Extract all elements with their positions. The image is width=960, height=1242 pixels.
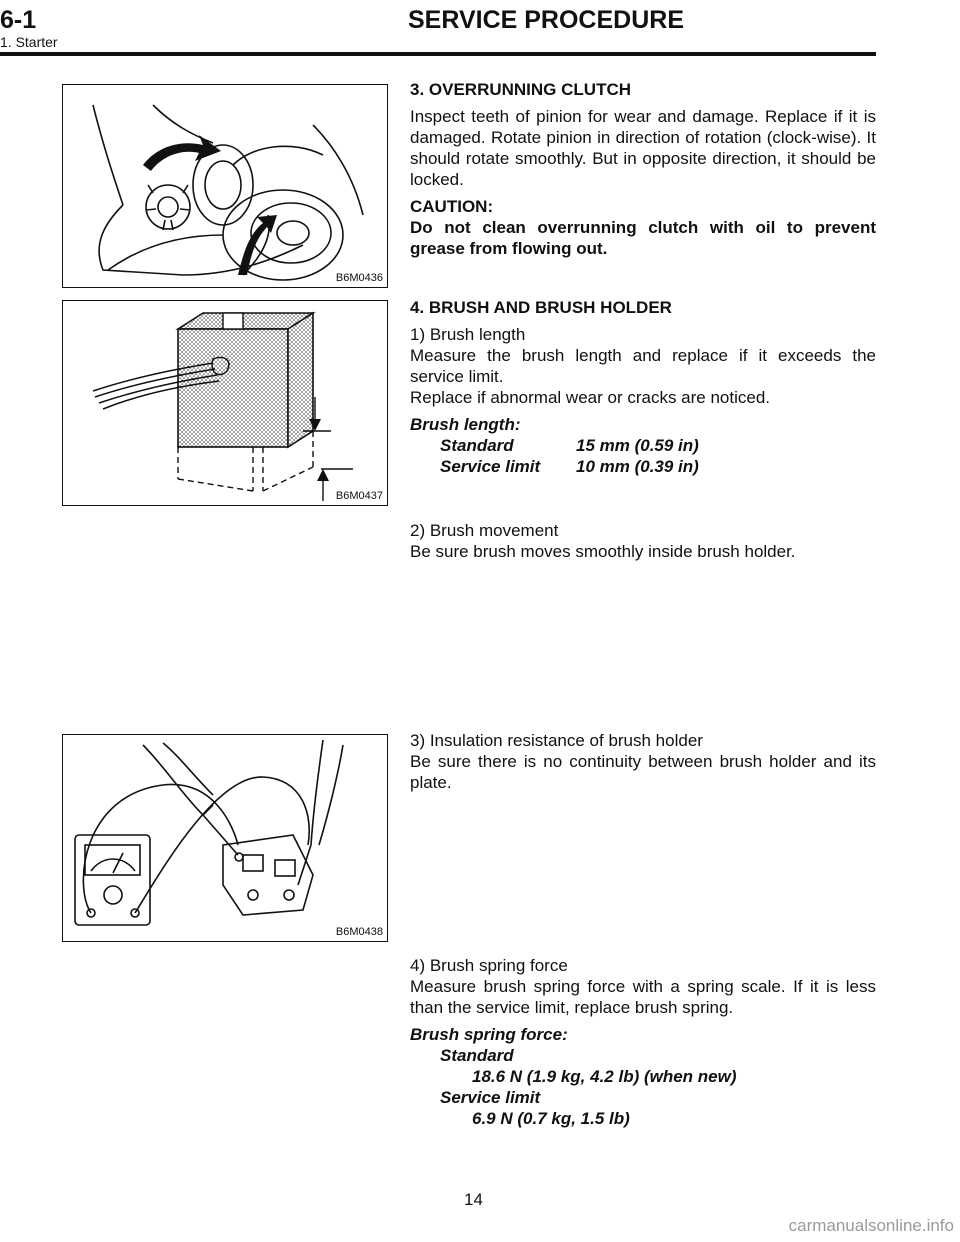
section-number: 6-1 [0,6,37,34]
spec-value: 10 mm (0.39 in) [576,457,699,476]
insulation-body: Be sure there is no continuity between brush holder and its plate. [410,752,876,792]
spring-limit-value: 6.9 N (0.7 kg, 1.5 lb) [472,1109,630,1128]
spring-std-value: 18.6 N (1.9 kg, 4.2 lb) (when new) [472,1067,737,1086]
brush-length-line1: Measure the brush length and replace if it exceeds the service limit. [410,346,876,386]
brush-heading: 4. BRUSH AND BRUSH HOLDER [410,298,672,317]
header-rule [0,52,876,56]
figure-brush-length [62,300,388,506]
figure-label: B6M0436 [335,272,383,284]
spec-key: Standard [440,436,514,455]
spec-row-standard [410,435,876,456]
spring-std-label: Standard [440,1046,514,1065]
figure-label: B6M0437 [335,490,383,502]
section-overrunning-clutch [410,79,876,259]
clutch-heading: 3. OVERRUNNING CLUTCH [410,80,632,99]
spec-value: 15 mm (0.59 in) [576,436,699,455]
section-insulation [410,730,876,793]
caution-text: Do not clean overrunning clutch with oil to prevent grease from flowing out. [410,218,876,258]
spec-row-service-limit [410,456,876,477]
tester-illustration [63,735,387,941]
brush-length-spec-label: Brush length: [410,415,521,434]
figure-insulation-test [62,734,388,942]
figure-overrunning-clutch [62,84,388,288]
spec-key: Service limit [440,457,541,476]
section-brush-length [410,297,876,477]
watermark: carmanualsonline.info [788,1216,954,1235]
brush-illustration [63,301,387,505]
clutch-illustration [63,85,387,287]
caution-label: CAUTION: [410,197,494,216]
subsection-title: 1. Starter [0,34,58,50]
section-spring-force [410,955,876,1129]
section-title: SERVICE PROCEDURE [408,6,684,34]
brush-length-line2: Replace if abnormal wear or cracks are noticed. [410,388,770,407]
brush-length-title: 1) Brush length [410,325,526,344]
spring-spec-label: Brush spring force: [410,1025,568,1044]
figure-label: B6M0438 [335,926,383,938]
page-header [0,0,960,60]
movement-title: 2) Brush movement [410,521,559,540]
insulation-title: 3) Insulation resistance of brush holder [410,731,703,750]
page-number: 14 [464,1190,483,1209]
spring-title: 4) Brush spring force [410,956,568,975]
spring-body: Measure brush spring force with a spring scale. If it is less than the service limit, replace brush spring. [410,977,876,1017]
movement-body: Be sure brush moves smoothly inside brush holder. [410,542,796,561]
clutch-body: Inspect teeth of pinion for wear and damage. Replace if it is damaged. Rotate pinion in direction of rotation (clock-wise). It should rotate smoothly. But in opposite direction, it should be locked. [410,107,876,189]
spring-limit-label: Service limit [440,1088,541,1107]
section-brush-movement [410,520,876,562]
